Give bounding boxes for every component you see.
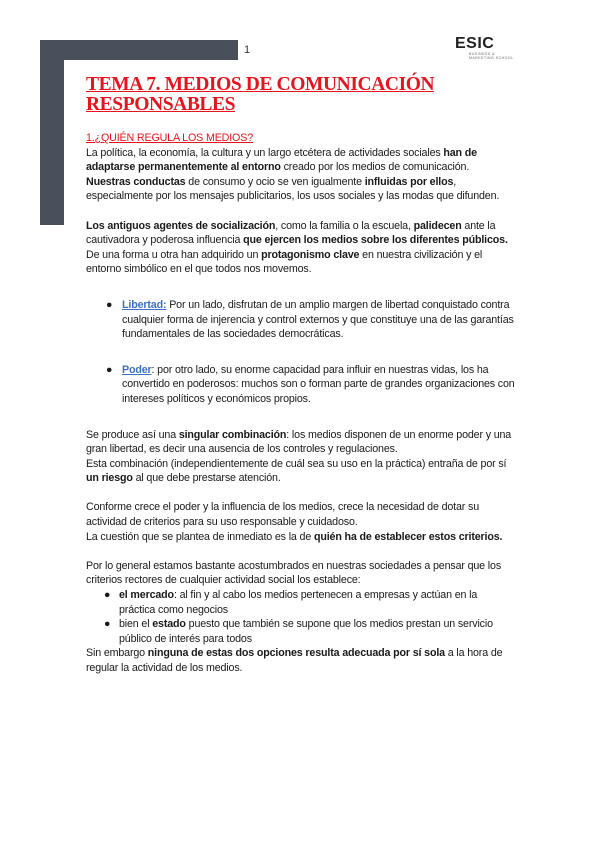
term-libertad: Libertad:	[122, 298, 167, 311]
text-span: Se produce así una	[86, 428, 179, 441]
decorative-bar-horizontal	[40, 40, 238, 60]
list-item-text: : al fin y al cabo los medios pertenecen a empresas y actúan en la práctica como negocios	[119, 589, 478, 616]
paragraph-5	[86, 457, 516, 486]
text-span: bien el	[119, 618, 153, 631]
paragraph-1	[86, 146, 516, 204]
text-span: al que debe prestarse atención.	[132, 472, 281, 485]
bullet-list-features	[86, 298, 516, 407]
paragraph-7	[86, 530, 516, 545]
logo-subtext: BUSINESS & MARKETING SCHOOL	[469, 52, 514, 60]
paragraph-4	[86, 428, 516, 457]
paragraph-8: Por lo general estamos bastante acostumbrados en nuestras sociedades a pensar que los criterios rectores de cualquier actividad social los establece:	[86, 559, 502, 587]
list-item	[86, 363, 516, 407]
text-span: Esta combinación (independientemente de cuál sea su uso en la práctica) entraña de por sí	[86, 457, 507, 470]
text-span: , como la familia o la escuela,	[275, 219, 414, 232]
list-item-text: puesto que también se supone que los medios prestan un servicio público de interés para todos	[119, 618, 493, 645]
list-item	[86, 588, 516, 617]
paragraph-3	[86, 248, 516, 277]
text-span: La cuestión que se plantea de inmediato es la de	[86, 530, 314, 543]
document-body	[86, 131, 516, 676]
bullet-list-criteria	[86, 588, 516, 646]
list-item-text: Por un lado, disfrutan de un amplio margen de libertad conquistado contra cualquier forma de injerencia y control externos y que constituye una de las garantías fundamentales de las sociedades democráticas.	[122, 298, 514, 341]
bold-span: un riesgo	[86, 472, 133, 485]
list-item	[86, 617, 516, 646]
text-span: : los medios disponen de un enorme poder y una gran libertad, es decir una ausencia de los controles y regulaciones.	[86, 428, 512, 456]
bold-span: ninguna de estas dos opciones resulta adecuada por sí sola	[147, 647, 445, 660]
bold-span: estado	[152, 618, 186, 631]
bullet-icon: ●	[104, 589, 111, 602]
bullet-icon: ●	[106, 363, 113, 376]
text-span: en nuestra civilización y el entorno simbólico en el que todos nos movemos.	[86, 248, 483, 276]
text-span: ante la cautivadora y poderosa influencia	[86, 219, 496, 247]
spacer	[86, 486, 516, 501]
paragraph-9	[86, 646, 516, 675]
page-number: 1	[244, 44, 251, 56]
list-item	[86, 298, 516, 342]
bold-span: influidas por ellos	[364, 175, 454, 188]
bold-span: protagonismo clave	[261, 248, 360, 261]
list-item-text: : por otro lado, su enorme capacidad para influir en nuestras vidas, los ha convertido en poderosos: muchos son o forman parte de grandes organizaciones con intereses políticos y económicos propios.	[122, 363, 515, 405]
bold-span: palidecen	[413, 219, 462, 232]
bold-span: singular combinación	[178, 428, 287, 441]
text-span: creado por los medios de comunicación.	[280, 161, 470, 174]
bold-span: quién ha de establecer estos criterios.	[313, 530, 503, 543]
spacer	[86, 544, 516, 559]
spacer	[86, 407, 516, 428]
esic-logo	[455, 35, 515, 60]
logo-text: ESIC	[455, 35, 495, 52]
text-span: De una forma u otra han adquirido un	[86, 248, 262, 261]
text-span: Sin embargo	[86, 647, 148, 660]
document-title: TEMA 7. MEDIOS DE COMUNICACIÓN RESPONSABLES	[86, 74, 435, 115]
bullet-icon: ●	[106, 298, 113, 311]
text-span: La política, la economía, la cultura y un largo etcétera de actividades sociales	[86, 146, 444, 159]
bold-span: el mercado	[119, 589, 174, 602]
text-span: , especialmente por los mensajes publicitarios, los usos sociales y las modas que difunden.	[86, 175, 500, 203]
spacer	[86, 277, 516, 298]
paragraph-2	[86, 219, 516, 248]
spacer	[86, 204, 516, 219]
bold-span: han de adaptarse permanentemente al entorno	[86, 146, 477, 174]
text-span: a la hora de regular la actividad de los medios.	[86, 647, 503, 674]
paragraph-6: Conforme crece el poder y la influencia de los medios, crece la necesidad de dotar su actividad de criterios para su uso responsable y cuidadoso.	[86, 501, 480, 529]
bold-span: Los antiguos agentes de socialización	[86, 219, 276, 232]
decorative-bar-vertical	[40, 40, 64, 225]
spacer	[86, 342, 516, 363]
text-span: de consumo y ocio se ven igualmente	[185, 175, 365, 188]
term-poder: Poder	[122, 363, 152, 376]
bold-span: Nuestras conductas	[86, 175, 186, 188]
bullet-icon: ●	[104, 618, 111, 631]
section-heading: 1.¿QUIÉN REGULA LOS MEDIOS?	[86, 132, 253, 144]
bold-span: que ejercen los medios sobre los diferentes públicos.	[243, 234, 508, 247]
